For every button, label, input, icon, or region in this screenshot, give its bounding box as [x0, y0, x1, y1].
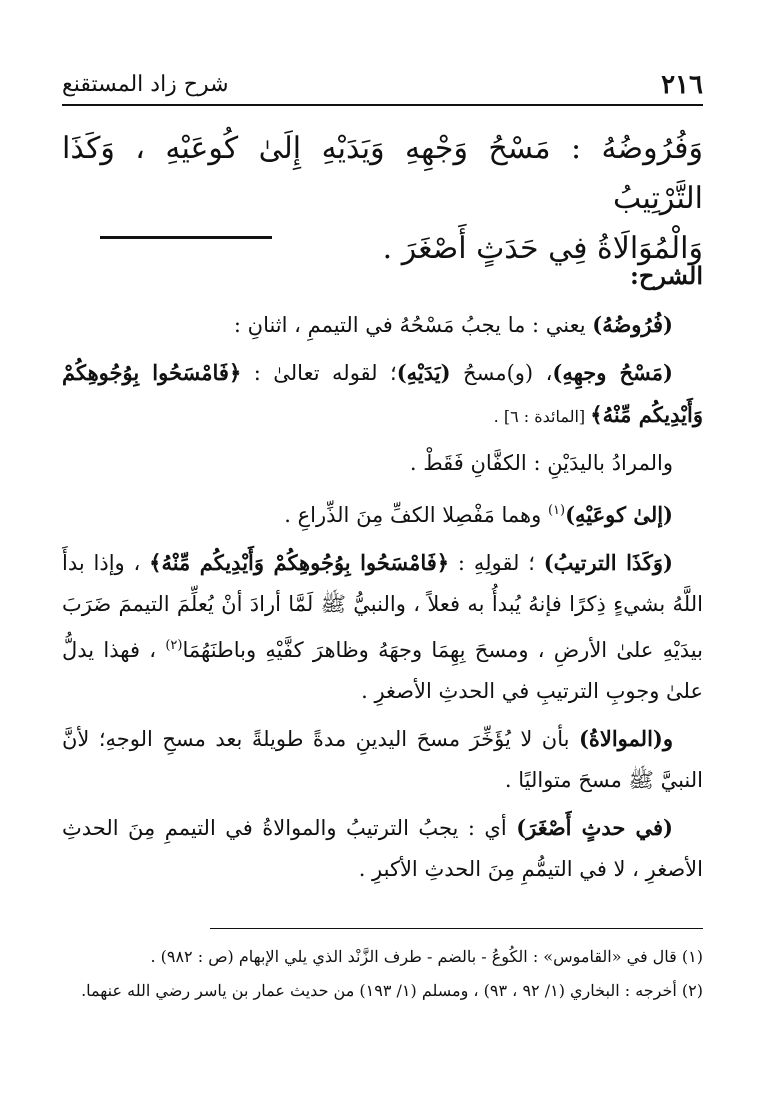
matn-separator-rule [100, 236, 272, 239]
commentary-heading: الشرح: [630, 261, 703, 290]
term: (إلىٰ كوعَيْهِ) [565, 502, 673, 527]
term: (مَسْحُ وجهِهِ) [552, 360, 673, 385]
commentary-section [62, 258, 703, 896]
footnote-marker[interactable]: (١) [547, 503, 566, 518]
book-title: شرح زاد المستقنع [62, 72, 229, 97]
quran-verse: ﴿فَامْسَحُوا بِوُجُوهِكُمْ وَأَيْدِيكُم مِّنْهُ﴾ [149, 550, 450, 575]
paragraph-text: والمرادُ باليدَيْنِ : الكفَّانِ فَقَطْ . [409, 451, 673, 475]
paragraph-hadath [62, 807, 703, 890]
verse-reference: [المائدة : ٦] . [493, 407, 591, 426]
footnote-2: (٢) أخرجه : البخاري (١/ ٩٢ ، ٩٣) ، ومسلم (١/ ١٩٣) من حديث عمار بن ياسر رضي الله عنهما. [81, 981, 703, 1000]
paragraph-kooaayhi [62, 490, 703, 536]
paragraph-text: وهما مَفْصِلا الكفِّ مِنَ الذِّراعِ . [284, 503, 548, 527]
matn-line-2: وَالْمُوَالَاةُ فِي حَدَثٍ أَصْغَرَ . [382, 231, 703, 266]
paragraph-text: ، وإذا بدأَ اللَّهُ بشيءٍ ذِكرًا فإنهُ يُبدأُ به فعلاً ، والنبيُّ ﷺ لَمَّا أرادَ أنْ يُعلِّمَ التيممَ ضَرَبَ بيدَيْهِ علىٰ الأرضِ ، ومسحَ بِهِمَا وجهَهُ وظاهرَ كفَّيْهِ وباطنَهُمَا [62, 551, 703, 662]
footnote-marker[interactable]: (٢) [165, 638, 183, 653]
quran-verse: ﴿فَامْسَحُوا بِوُجُوهِكُمْ وَأَيْدِيكُم مِّنْهُ﴾ [62, 360, 703, 427]
footnote-1: (١) قال في «القاموس» : الكُوعُ - بالضم - طرف الزَّنْد الذي يلي الإبهام (ص : ٩٨٢) . [150, 947, 703, 966]
paragraph-text: ؛ لقولِهِ : [449, 551, 544, 575]
paragraph-text: ؛ لقوله تعالىٰ : [241, 361, 397, 385]
footnotes [62, 940, 703, 1008]
paragraph-muwalah [62, 718, 703, 801]
page-number: ٢١٦ [661, 70, 703, 100]
matn-line-1: وَفُرُوضُهُ : مَسْحُ وَجْهِهِ وَيَدَيْهِ إِلَىٰ كُوعَيْهِ ، وَكَذَا التَّرْتِيبُ [62, 131, 703, 216]
paragraph-furood [62, 304, 703, 346]
paragraph-mash [62, 352, 703, 437]
paragraph-text: بأن لا يُؤَخِّرَ مسحَ اليدينِ مدةً طويلةً بعد مسحِ الوجهِ؛ لأنَّ النبيَّ ﷺ مسحَ متواليًا . [62, 727, 703, 792]
paragraph-tarteeb [62, 542, 703, 712]
paragraph-text: ، فهذا يدلُّ علىٰ وجوبِ الترتيبِ في الحدثِ الأصغرِ . [62, 638, 703, 703]
matn-text [62, 124, 703, 274]
term: (يَدَيْهِ) [396, 360, 451, 385]
term: و(الموالاةُ) [578, 726, 673, 751]
running-header [62, 68, 703, 106]
paragraph-text: أي : يجبُ الترتيبُ والموالاةُ في التيممِ مِنَ الحدثِ الأصغرِ ، لا في التيمُّمِ مِنَ الحدثِ الأكبرِ . [62, 816, 703, 881]
footnote-separator [210, 928, 703, 929]
paragraph-text: ، (و)مسحُ [450, 361, 553, 385]
term: (في حدثٍ أَصْغَرَ) [516, 815, 673, 840]
paragraph-text: يعني : ما يجبُ مَسْحُهُ في التيممِ ، اثنانِ : [233, 313, 593, 337]
term: (فُرُوضُهُ) [592, 312, 673, 337]
term: (وَكَذَا الترتيبُ) [543, 550, 673, 575]
paragraph-yadayn [62, 443, 703, 484]
